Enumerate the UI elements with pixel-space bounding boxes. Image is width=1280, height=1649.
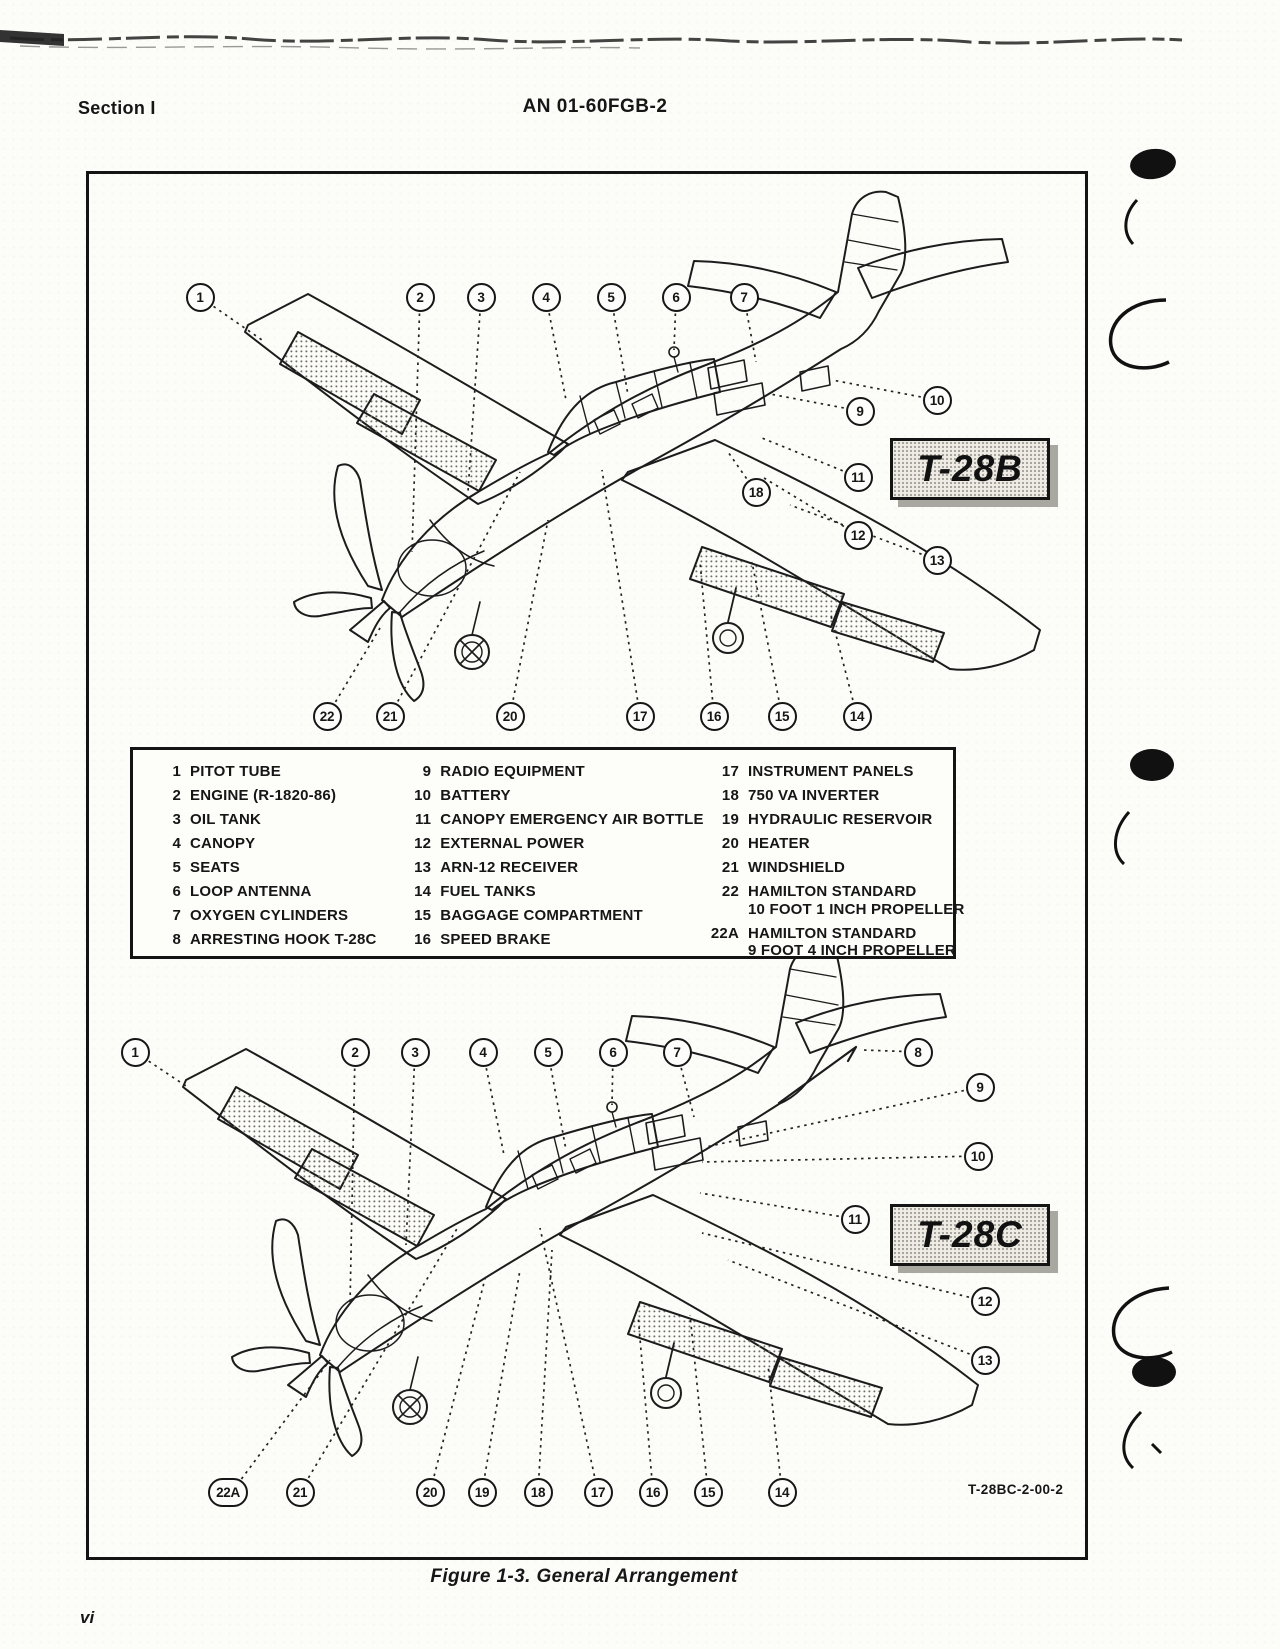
callout-t28b-4: 4	[532, 283, 561, 312]
model-plate-t28b-label: T-28B	[917, 448, 1023, 489]
legend-item-8	[149, 931, 399, 949]
legend-item-4	[149, 835, 399, 853]
legend-column-2	[399, 763, 707, 956]
legend-item-label: BATTERY	[440, 787, 511, 804]
legend-item-20	[707, 835, 953, 853]
legend-item-label: INSTRUMENT PANELS	[748, 763, 914, 780]
callout-t28c-3: 3	[401, 1038, 430, 1067]
legend-item-7	[149, 907, 399, 925]
callout-t28c-1: 1	[121, 1038, 150, 1067]
callout-t28b-7: 7	[730, 283, 759, 312]
legend-item-label: ARRESTING HOOK T-28C	[190, 931, 377, 948]
legend-item-number: 18	[721, 787, 739, 804]
legend-column-3	[707, 763, 965, 959]
callout-t28c-21: 21	[286, 1478, 315, 1507]
figure-caption: Figure 1-3. General Arrangement	[430, 1566, 738, 1587]
leader-line-t28b-20	[513, 520, 548, 700]
legend-item-label: HYDRAULIC RESERVOIR	[748, 811, 933, 828]
model-plate-t28c-label: T-28C	[917, 1214, 1023, 1255]
leader-line-t28b-9	[770, 394, 844, 408]
callout-t28c-17: 17	[584, 1478, 613, 1507]
doc-number: AN 01-60FGB-2	[522, 96, 668, 117]
callout-t28b-5: 5	[597, 283, 626, 312]
legend-item-3	[149, 811, 399, 829]
legend-item-number: 2	[172, 787, 181, 804]
callout-t28c-6: 6	[599, 1038, 628, 1067]
legend-box	[130, 747, 965, 959]
legend-item-label: BAGGAGE COMPARTMENT	[440, 907, 643, 924]
legend-item-9	[399, 763, 707, 781]
legend-item-1	[149, 763, 399, 781]
callout-t28c-5: 5	[534, 1038, 563, 1067]
leader-line-t28c-7	[681, 1068, 694, 1117]
callout-t28b-1: 1	[186, 283, 215, 312]
callout-t28b-9: 9	[846, 397, 875, 426]
callout-t28c-19: 19	[468, 1478, 497, 1507]
model-plate-t28b	[890, 438, 1050, 500]
callout-t28b-10: 10	[923, 386, 952, 415]
section-label: Section I	[78, 98, 156, 118]
legend-item-14	[399, 883, 707, 901]
callout-t28b-16: 16	[700, 702, 729, 731]
callout-t28c-13: 13	[971, 1346, 1000, 1375]
legend-item-number: 15	[414, 907, 432, 924]
legend-item-label: SPEED BRAKE	[440, 931, 551, 948]
leader-line-t28c-4	[486, 1068, 504, 1155]
leader-line-t28c-21	[308, 1227, 458, 1478]
callout-t28c-10: 10	[964, 1142, 993, 1171]
arresting-hook-art	[779, 1047, 856, 1103]
callout-t28c-9: 9	[966, 1073, 995, 1102]
legend-item-number: 1	[172, 763, 181, 780]
leader-line-t28b-1	[214, 306, 262, 340]
leader-line-t28c-8	[862, 1050, 902, 1051]
callout-t28c-11: 11	[841, 1205, 870, 1234]
legend-item-21	[707, 859, 953, 877]
leader-line-t28c-22A	[241, 1360, 330, 1479]
legend-item-6	[149, 883, 399, 901]
aircraft-cutaway-art-t28c	[183, 947, 978, 1456]
callout-t28c-20: 20	[416, 1478, 445, 1507]
legend-item-number: 5	[172, 859, 181, 876]
leader-line-t28b-17	[602, 470, 637, 700]
leader-line-t28b-12	[764, 478, 844, 526]
legend-item-number: 22	[721, 883, 739, 900]
legend-item-number: 9	[422, 763, 432, 780]
callout-t28c-2: 2	[341, 1038, 370, 1067]
legend-item-number: 19	[721, 811, 739, 828]
legend-item-13	[399, 859, 707, 877]
legend-item-number: 12	[414, 835, 432, 852]
callout-t28c-4: 4	[469, 1038, 498, 1067]
leader-line-t28c-1	[149, 1061, 186, 1086]
legend-item-number: 21	[721, 859, 739, 876]
leader-line-t28c-6	[612, 1068, 613, 1105]
legend-item-18	[707, 787, 953, 805]
legend-item-number: 17	[721, 763, 739, 780]
legend-item-number: 16	[414, 931, 432, 948]
callout-t28c-15: 15	[694, 1478, 723, 1507]
callout-t28b-6: 6	[662, 283, 691, 312]
callout-t28c-18: 18	[524, 1478, 553, 1507]
legend-item-label: CANOPY	[190, 835, 256, 852]
legend-item-label: OIL TANK	[190, 811, 262, 828]
callout-t28b-17: 17	[626, 702, 655, 731]
callout-t28c-7: 7	[663, 1038, 692, 1067]
legend-item-number: 11	[414, 811, 432, 828]
legend-item-number: 22A	[710, 924, 739, 942]
legend-item-label: ENGINE (R-1820-86)	[190, 787, 337, 804]
legend-item-number: 20	[721, 835, 739, 852]
legend-item-number: 14	[414, 883, 432, 900]
legend-item-5	[149, 859, 399, 877]
callout-t28b-13: 13	[923, 546, 952, 575]
legend-item-label: FUEL TANKS	[440, 883, 536, 900]
callout-t28b-12: 12	[844, 521, 873, 550]
legend-item-number: 13	[414, 859, 432, 876]
legend-item-15	[399, 907, 707, 925]
callout-t28b-3: 3	[467, 283, 496, 312]
legend-item-label: PITOT TUBE	[190, 763, 281, 780]
leader-line-t28c-9	[706, 1091, 964, 1147]
callout-t28c-14: 14	[768, 1478, 797, 1507]
legend-item-label: LOOP ANTENNA	[190, 883, 312, 900]
legend-item-label: HEATER	[748, 835, 810, 852]
legend-item-label: ARN-12 RECEIVER	[440, 859, 579, 876]
legend-item-label: OXYGEN CYLINDERS	[190, 907, 349, 924]
leader-line-t28b-10	[832, 380, 921, 397]
leader-line-t28b-4	[549, 313, 566, 400]
legend-column-1	[149, 763, 399, 956]
legend-item-22A	[707, 924, 956, 960]
legend-item-label: 750 VA INVERTER	[748, 787, 880, 804]
legend-item-label: HAMILTON STANDARD 10 FOOT 1 INCH PROPELLER	[748, 883, 965, 918]
callout-t28b-18: 18	[742, 478, 771, 507]
legend-item-label: HAMILTON STANDARD 9 FOOT 4 INCH PROPELLER	[748, 924, 956, 959]
page-number: vi	[80, 1608, 95, 1627]
callout-t28c-16: 16	[639, 1478, 668, 1507]
leader-line-t28b-21	[398, 472, 520, 701]
legend-item-17	[707, 763, 953, 781]
callout-t28c-22A: 22A	[208, 1478, 248, 1507]
legend-item-label: RADIO EQUIPMENT	[440, 763, 585, 780]
legend-item-label: EXTERNAL POWER	[440, 835, 585, 852]
callout-t28b-15: 15	[768, 702, 797, 731]
drawing-number: T-28BC-2-00-2	[968, 1482, 1064, 1497]
callout-t28c-12: 12	[971, 1287, 1000, 1316]
leader-line-t28c-10	[702, 1156, 962, 1162]
leader-line-t28b-7	[747, 313, 756, 362]
leader-line-t28c-18	[539, 1250, 552, 1476]
leader-line-t28b-11	[762, 438, 843, 471]
callout-t28b-2: 2	[406, 283, 435, 312]
leader-line-t28c-19	[485, 1270, 520, 1476]
leader-line-t28c-11	[700, 1193, 839, 1216]
legend-item-number: 4	[172, 835, 181, 852]
legend-item-11	[399, 811, 707, 829]
legend-item-number: 7	[172, 907, 181, 924]
legend-item-number: 8	[172, 931, 181, 948]
legend-item-number: 6	[172, 883, 181, 900]
legend-item-label: SEATS	[190, 859, 240, 876]
callout-t28c-8: 8	[904, 1038, 933, 1067]
leader-line-t28b-22	[336, 628, 380, 702]
legend-item-label: WINDSHIELD	[748, 859, 845, 876]
leader-line-t28b-6	[674, 313, 675, 350]
leader-line-t28c-13	[728, 1260, 970, 1354]
model-plate-t28c	[890, 1204, 1050, 1266]
callout-t28b-14: 14	[843, 702, 872, 731]
callout-t28b-21: 21	[376, 702, 405, 731]
legend-item-2	[149, 787, 399, 805]
callout-t28b-20: 20	[496, 702, 525, 731]
legend-item-10	[399, 787, 707, 805]
legend-item-22	[707, 883, 965, 918]
legend-item-label: CANOPY EMERGENCY AIR BOTTLE	[440, 811, 704, 828]
legend-item-number: 3	[172, 811, 181, 828]
callout-t28b-22: 22	[313, 702, 342, 731]
legend-item-19	[707, 811, 953, 829]
leader-line-t28c-17	[540, 1228, 594, 1476]
callout-t28b-11: 11	[844, 463, 873, 492]
leader-line-t28b-18	[728, 452, 747, 478]
legend-item-12	[399, 835, 707, 853]
legend-item-16	[399, 931, 707, 949]
legend-item-number: 10	[414, 787, 432, 804]
